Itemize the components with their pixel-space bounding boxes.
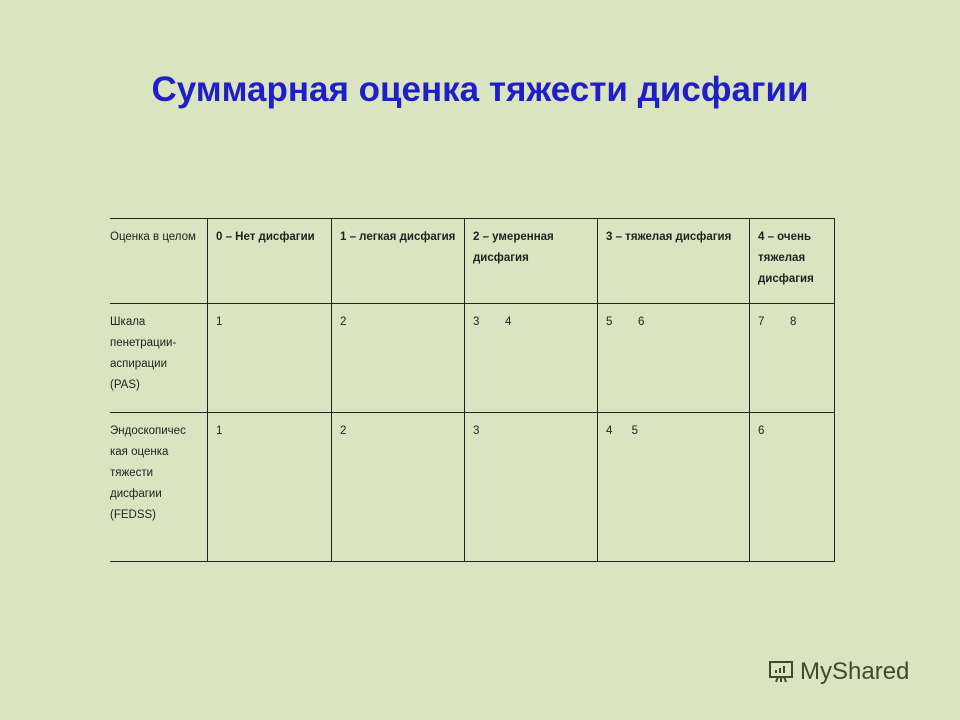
watermark-text: MyShared xyxy=(800,658,910,685)
table-cell: 2 xyxy=(332,304,465,413)
table-cell: 1 xyxy=(208,413,332,562)
row-label: Эндоскопичес кая оценка тяжести дисфагии (FEDSS) xyxy=(110,413,208,562)
table-cell: 1 xyxy=(208,304,332,413)
table-cell: 6 xyxy=(750,413,835,562)
header-cell: 1 – легкая дисфагия xyxy=(332,219,465,304)
table-row xyxy=(110,413,835,562)
watermark-logo xyxy=(766,657,909,687)
slide-title: Суммарная оценка тяжести дисфагии xyxy=(151,70,809,109)
table-cell: 4 5 xyxy=(598,413,750,562)
dysphagia-table xyxy=(110,218,835,562)
table-cell: 3 4 xyxy=(465,304,598,413)
table-cell: 5 6 xyxy=(598,304,750,413)
table-cell: 7 8 xyxy=(750,304,835,413)
table-cell: 2 xyxy=(332,413,465,562)
table-cell: 3 xyxy=(465,413,598,562)
header-cell: Оценка в целом xyxy=(110,219,208,304)
table-row xyxy=(110,304,835,413)
header-cell: 0 – Нет дисфагии xyxy=(208,219,332,304)
presentation-board-icon xyxy=(766,657,796,687)
table-header-row xyxy=(110,219,835,304)
header-cell: 2 – умеренная дисфагия xyxy=(465,219,598,304)
row-label: Шкала пенетрации-аспирации (PAS) xyxy=(110,304,208,413)
header-cell: 4 – очень тяжелая дисфагия xyxy=(750,219,835,304)
header-cell: 3 – тяжелая дисфагия xyxy=(598,219,750,304)
